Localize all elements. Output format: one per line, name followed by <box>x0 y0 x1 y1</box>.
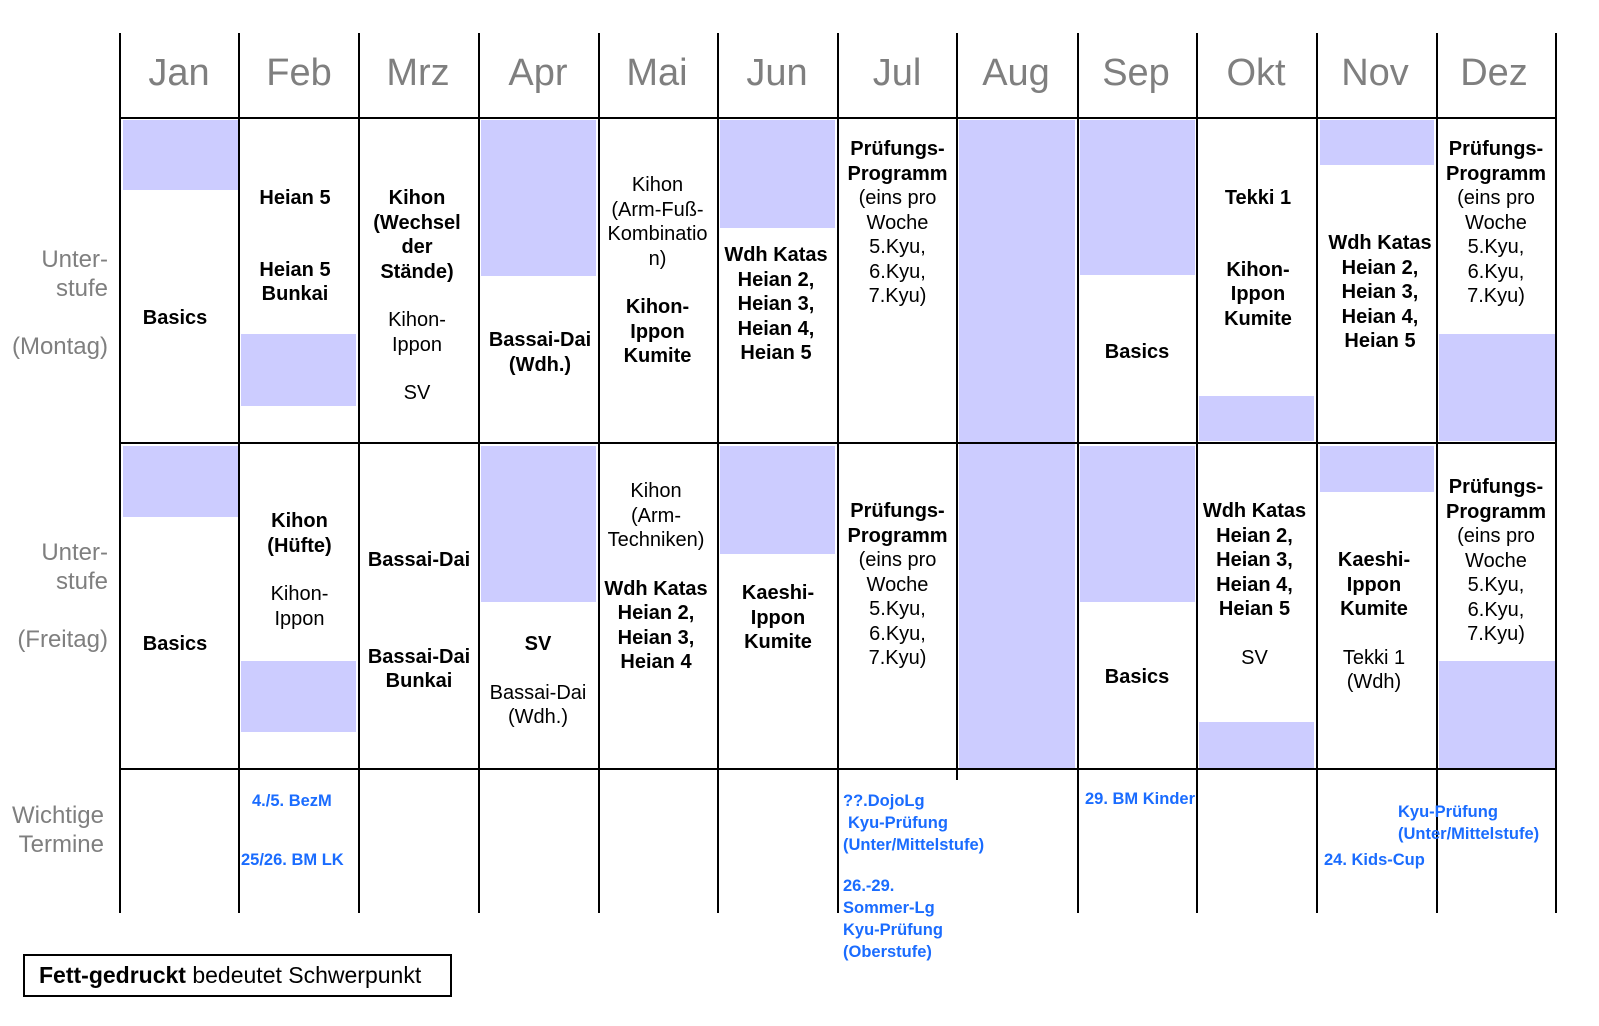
cell-line: Basics <box>1104 341 1170 363</box>
row-label-line: Wichtige <box>11 802 104 829</box>
block-okt-fr <box>1199 722 1314 768</box>
cell-line: Stände) <box>380 260 454 283</box>
cell-line: (eins pro <box>858 549 937 571</box>
cell-line: Bassai-Dai <box>367 549 471 571</box>
cell-line: Basics <box>142 633 208 655</box>
block-okt-mo <box>1199 396 1314 441</box>
block-feb-fr <box>241 661 356 732</box>
block-apr-mo <box>481 120 596 276</box>
cell-line: Kumite <box>623 345 692 367</box>
block-nov-mo <box>1320 120 1434 165</box>
cell-line: Heian 4, <box>1341 305 1419 328</box>
cell-freitag-nov <box>1316 548 1432 695</box>
month-header: Mrz <box>386 52 450 94</box>
cell-line: Woche <box>866 573 929 596</box>
termin-line: Kyu-Prüfung <box>1398 803 1498 821</box>
cell-montag-dez <box>1438 137 1554 309</box>
block-sep-mo <box>1080 120 1195 275</box>
cell-line: Tekki 1 <box>1224 187 1292 209</box>
block-apr-fr <box>481 446 596 602</box>
month-header: Okt <box>1226 52 1286 94</box>
termin-jul <box>843 790 984 963</box>
row-label-line: Unter- <box>41 246 108 273</box>
grid-col-line <box>717 33 719 913</box>
cell-line: Basics <box>1104 666 1170 688</box>
termin-line: (Unter/Mittelstufe) <box>843 836 985 854</box>
cell-line: 6.Kyu, <box>869 260 926 283</box>
termin-line: ??.DojoLg <box>843 792 925 810</box>
cell-line: Heian 5 <box>1218 598 1291 620</box>
cell-line: (Wdh) <box>1346 671 1402 693</box>
cell-line: (Wdh.) <box>508 353 572 376</box>
grid-col-line <box>358 33 360 913</box>
cell-line: Bassai-Dai <box>489 681 587 704</box>
cell-line: Prüfungs- <box>850 138 945 160</box>
cell-line: 7.Kyu) <box>1467 623 1525 645</box>
cell-line: Programm <box>1445 162 1547 185</box>
cell-line: Ippon <box>274 607 325 630</box>
grid-col-line <box>598 33 600 913</box>
cell-freitag-jul <box>839 499 956 671</box>
cell-line: Woche <box>1465 549 1527 572</box>
cell-line: 6.Kyu, <box>869 622 926 645</box>
cell-line: 7.Kyu) <box>868 285 927 307</box>
cell-line: Kaeshi- <box>1337 549 1411 571</box>
cell-montag-jun <box>718 243 834 366</box>
cell-line: (Hüfte) <box>267 534 332 557</box>
cell-freitag-mrz <box>360 548 478 694</box>
termin-feb-bmlk: 25/26. BM LK <box>241 851 344 869</box>
grid-col-line <box>1555 33 1557 913</box>
cell-line: Kihon- <box>388 309 446 331</box>
cell-freitag-sep <box>1079 665 1195 690</box>
termin-line: (Oberstufe) <box>843 943 932 961</box>
cell-line: 5.Kyu, <box>869 598 926 620</box>
cell-line: Programm <box>847 162 948 185</box>
cell-line: Tekki 1 <box>1342 646 1406 669</box>
row-label-termine <box>0 801 104 859</box>
termin-line: Sommer-Lg <box>843 899 935 917</box>
cell-freitag-okt <box>1196 499 1313 670</box>
termin-feb-bezm: 4./5. BezM <box>252 792 332 810</box>
month-header: Feb <box>266 52 332 94</box>
cell-line: der <box>401 236 433 258</box>
month-header: Jul <box>872 52 922 94</box>
cell-line: Heian 5 <box>259 258 331 281</box>
legend-box <box>23 954 452 997</box>
termin-sep-bmkinder: 29. BM Kinder <box>1085 790 1196 808</box>
block-nov-fr <box>1320 446 1434 492</box>
cell-line: Heian 5 <box>259 187 331 209</box>
cell-line: Basics <box>142 307 208 329</box>
cell-line: (Arm- <box>631 504 681 527</box>
cell-freitag-apr <box>478 632 598 730</box>
cell-line: Kumite <box>744 631 812 653</box>
grid-col-line <box>1077 33 1079 913</box>
legend-text: bedeutet Schwerpunkt <box>185 962 422 988</box>
cell-line: Kihon- <box>625 296 690 318</box>
legend-bold-text: Fett-gedruckt <box>39 962 186 988</box>
row-label-freitag <box>0 538 108 654</box>
month-header: Jun <box>746 52 808 94</box>
cell-line: SV <box>524 633 552 655</box>
block-feb-mo <box>241 334 356 406</box>
grid-col-line <box>478 33 480 913</box>
block-aug <box>959 120 1075 768</box>
cell-line: Kihon- <box>1226 258 1290 281</box>
termin-line: Kyu-Prüfung <box>843 921 943 939</box>
cell-line: Wdh Katas <box>724 244 828 266</box>
grid-col-line <box>1196 33 1198 913</box>
row-label-line: (Montag) <box>11 333 108 360</box>
cell-line: SV <box>403 382 431 404</box>
cell-montag-feb <box>240 186 350 307</box>
cell-freitag-jan <box>120 632 230 657</box>
cell-line: Heian 5 <box>1344 330 1416 352</box>
cell-line: Prüfungs- <box>1448 138 1544 160</box>
month-header: Jan <box>148 52 210 94</box>
cell-line: 7.Kyu) <box>868 647 927 669</box>
cell-line: Heian 3, <box>1341 281 1419 303</box>
cell-line: Programm <box>847 524 948 547</box>
cell-line: (Arm-Fuß- <box>611 198 704 221</box>
cell-line: Heian 2, <box>617 602 695 624</box>
cell-montag-mai <box>600 173 715 369</box>
cell-line: Woche <box>866 211 929 234</box>
cell-montag-okt <box>1198 186 1318 331</box>
row-label-line: (Freitag) <box>17 626 108 653</box>
cell-line: Ippon <box>630 320 685 343</box>
cell-montag-jan <box>120 306 230 331</box>
cell-line: Bassai-Dai <box>367 645 471 668</box>
cell-line: n) <box>648 247 667 270</box>
cell-line: Kihon <box>630 480 682 502</box>
cell-line: 5.Kyu, <box>869 236 926 258</box>
termin-line: Kyu-Prüfung <box>848 814 948 832</box>
grid-col-line <box>1316 33 1318 913</box>
cell-line: Programm <box>1445 500 1547 523</box>
row-label-line: Termine <box>18 831 104 858</box>
termin-line: 26.-29. <box>843 877 895 895</box>
cell-freitag-mai <box>596 479 716 675</box>
cell-line: Heian 3, <box>737 293 815 315</box>
cell-line: Heian 3, <box>1216 549 1293 571</box>
block-dez-fr <box>1439 661 1555 768</box>
cell-line: 5.Kyu, <box>1467 574 1525 596</box>
cell-line: Heian 2, <box>1216 524 1293 547</box>
month-header: Dez <box>1460 52 1528 94</box>
cell-line: Heian 2, <box>737 268 815 291</box>
cell-line: (eins pro <box>1457 525 1535 547</box>
cell-montag-jul <box>839 137 956 309</box>
cell-line: Techniken) <box>607 529 705 551</box>
cell-line: Heian 4 <box>620 651 692 673</box>
termin-line: (Unter/Mittelstufe) <box>1398 825 1540 843</box>
cell-line: 6.Kyu, <box>1467 260 1525 283</box>
grid-col-line <box>956 33 958 780</box>
row-label-line: Unter- <box>41 539 108 566</box>
cell-line: Kihon- <box>270 583 329 605</box>
month-header: Sep <box>1102 52 1170 94</box>
cell-line: Ippon <box>391 333 443 356</box>
month-header: Nov <box>1341 52 1409 94</box>
cell-line: Heian 4, <box>1216 573 1293 596</box>
cell-line: 7.Kyu) <box>1467 285 1525 307</box>
month-header: Aug <box>982 52 1050 94</box>
cell-line: Wdh Katas <box>1328 232 1432 254</box>
cell-line: Bunkai <box>261 283 329 305</box>
block-jan-mo <box>123 120 238 190</box>
month-header: Apr <box>508 52 568 94</box>
row-label-montag <box>0 245 108 361</box>
cell-line: Ippon <box>750 606 806 629</box>
cell-line: (Wechsel <box>373 211 461 234</box>
cell-line: 6.Kyu, <box>1467 598 1525 621</box>
cell-line: Kihon <box>271 510 328 532</box>
cell-line: Ippon <box>1230 283 1286 305</box>
row-label-line: stufe <box>55 568 108 595</box>
cell-line: Kumite <box>1224 307 1292 330</box>
cell-line: Heian 5 <box>740 342 812 364</box>
cell-line: Kaeshi- <box>741 582 815 604</box>
cell-montag-sep <box>1079 340 1195 365</box>
cell-freitag-feb <box>242 509 357 631</box>
block-jun-mo <box>720 120 835 228</box>
cell-line: Heian 3, <box>617 626 695 649</box>
termin-dez <box>1398 801 1539 845</box>
cell-line: Wdh Katas <box>1202 500 1307 522</box>
cell-line: Prüfungs- <box>850 500 945 522</box>
cell-montag-mrz <box>360 186 474 406</box>
cell-line: Kihon <box>631 174 684 196</box>
cell-line: Wdh Katas <box>604 577 708 600</box>
cell-line: Ippon <box>1346 573 1402 596</box>
cell-line: Kombinatio <box>607 223 708 245</box>
cell-line: Bunkai <box>385 670 453 692</box>
cell-line: Kumite <box>1340 598 1408 620</box>
row-label-line: stufe <box>55 275 108 302</box>
cell-montag-nov <box>1318 231 1442 354</box>
cell-freitag-dez <box>1438 475 1554 647</box>
grid-col-line <box>119 33 121 913</box>
cell-line: (eins pro <box>1457 187 1535 209</box>
block-jan-fr <box>123 446 238 517</box>
cell-line: (Wdh.) <box>508 706 568 728</box>
cell-line: (eins pro <box>858 187 937 209</box>
cell-line: Prüfungs- <box>1448 476 1544 498</box>
grid-col-line <box>238 33 240 913</box>
block-sep-fr <box>1080 446 1195 602</box>
cell-line: Woche <box>1465 211 1527 234</box>
cell-freitag-jun <box>720 581 836 655</box>
cell-line: SV <box>1241 646 1268 669</box>
cell-line: Heian 4, <box>737 317 815 340</box>
cell-line: Heian 2, <box>1341 256 1419 279</box>
cell-line: Bassai-Dai <box>488 329 592 351</box>
termin-nov-kidscup: 24. Kids-Cup <box>1324 851 1425 869</box>
cell-montag-apr <box>480 328 600 377</box>
month-header: Mai <box>626 52 688 94</box>
block-jun-fr <box>720 446 835 554</box>
cell-line: 5.Kyu, <box>1467 236 1525 258</box>
cell-line: Kihon <box>388 187 446 209</box>
block-dez-mo <box>1439 334 1555 441</box>
